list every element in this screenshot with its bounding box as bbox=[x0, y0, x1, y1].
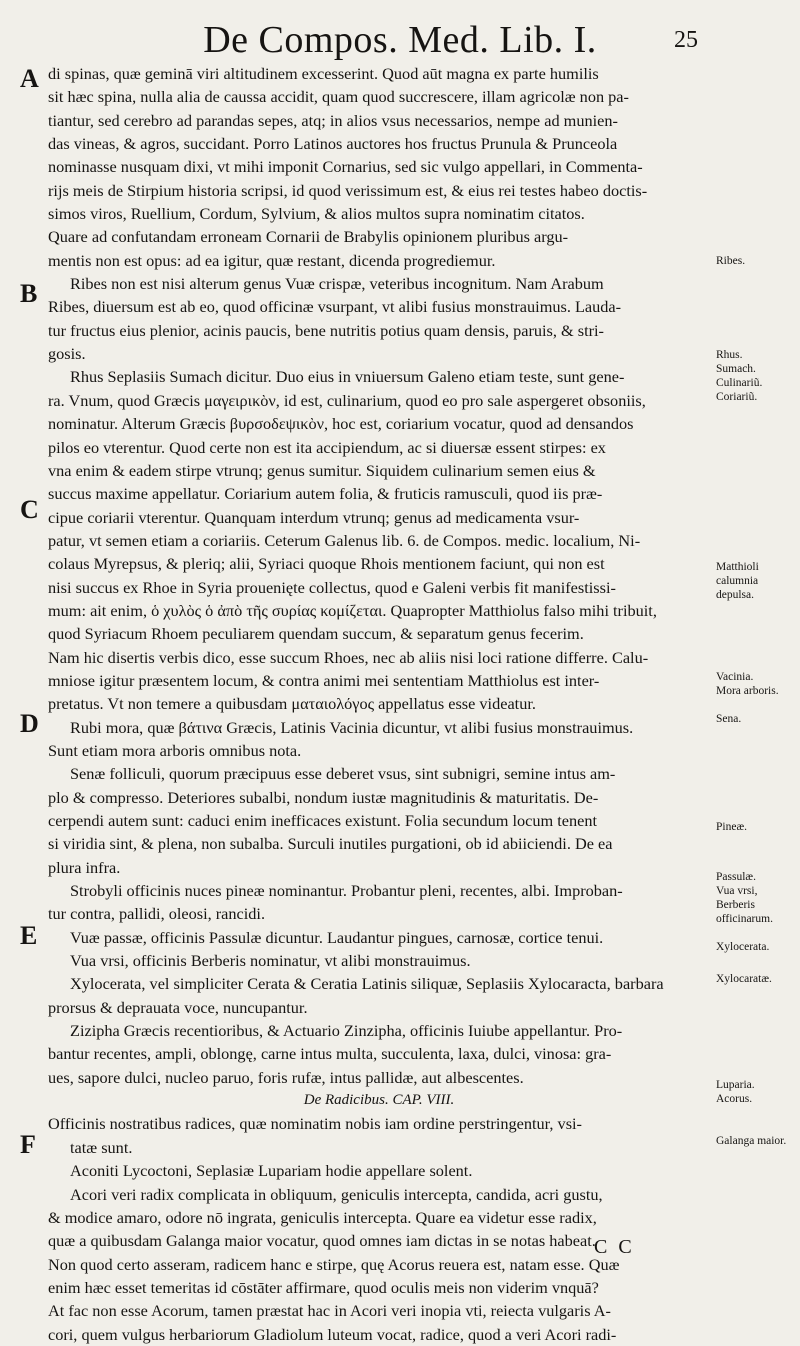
chapter-heading: De Radicibus. CAP. VIII. bbox=[303, 1092, 455, 1109]
text-line: nominasse nusquam dixi, vt mihi imponit Cornarius, sed sic vulgo appellari, in Commenta- bbox=[48, 157, 643, 177]
side-note-sumach: Sumach. bbox=[716, 363, 756, 375]
text-line: Ribes non est nisi alterum genus Vuæ crispæ, veteribus incognitum. Nam Arabum bbox=[70, 274, 604, 294]
text-line: colaus Myrepsus, & pleriq; alii, Syriaci quoque Rhois mentionem faciunt, qui non est bbox=[48, 554, 605, 574]
text-line: cipue coriarii vterentur. Quanquam interdum vtrunq; genus ad medicamenta vsur- bbox=[48, 507, 580, 527]
text-line: gosis. bbox=[48, 344, 86, 364]
text-line: tur contra, pallidi, oleosi, rancidi. bbox=[48, 904, 266, 924]
side-note-mora-arboris: Mora arboris. bbox=[716, 685, 779, 697]
text-line: vna enim & eadem stirpe vtrunq; genus sumitur. Siquidem culinarium semen eius & bbox=[48, 460, 596, 480]
text-body bbox=[48, 62, 710, 1346]
page-number: 25 bbox=[674, 27, 698, 53]
running-title: De Compos. Med. Lib. I. bbox=[203, 19, 597, 61]
text-line: tiantur, sed cerebro ad parandas sepes, atq; in alios vsus necessarios, nempe ad munien- bbox=[48, 110, 618, 130]
text-line: patur, vt semen etiam a coriariis. Ceterum Galenus lib. 6. de Compos. medic. localium, Ni- bbox=[48, 530, 641, 550]
text-line: Acori veri radix complicata in obliquum, geniculis intercepta, candida, acri gustu, bbox=[70, 1184, 603, 1204]
side-note-luparia: Luparia. bbox=[716, 1079, 755, 1091]
text-line: prorsus & deprauata voce, nuncupantur. bbox=[48, 997, 308, 1017]
side-note-rhus: Rhus. bbox=[716, 349, 743, 361]
text-line: Sunt etiam mora arboris omnibus nota. bbox=[48, 740, 302, 760]
side-note-pineae: Pineæ. bbox=[716, 821, 747, 833]
text-line: pilos eo vterentur. Quod certe non est ita accipiendum, ac si diuersæ essent stirpes: ex bbox=[48, 437, 606, 457]
text-line: mniose igitur præsentem locum, & contra animi mei sententiam Matthiolus est inter- bbox=[48, 670, 600, 690]
text-line: simos viros, Ruellium, Cordum, Sylvium, & alios multos supra nominatim citatos. bbox=[48, 204, 585, 224]
margin-letter-f: F bbox=[20, 1130, 36, 1159]
side-note-culinarium: Culinariũ. bbox=[716, 377, 763, 389]
page-header bbox=[0, 14, 800, 66]
side-note-sena: Sena. bbox=[716, 713, 742, 725]
text-line: pretatus. Vt non temere a quibusdam ματαιολόγος appellatus esse videatur. bbox=[48, 694, 536, 714]
margin-letter-c: C bbox=[20, 495, 39, 524]
side-note-berberis: Berberis officinarum. bbox=[716, 899, 773, 925]
text-line: succus maxime appellatur. Coriarium autem folia, & fruticis ramusculi, quod iis præ- bbox=[48, 484, 603, 504]
side-note-passulae: Passulæ. bbox=[716, 871, 756, 883]
text-line: Quare ad confutandam erroneam Cornarii de Brabylis opinionem pluribus argu- bbox=[48, 227, 569, 247]
side-note-ribes: Ribes. bbox=[716, 255, 746, 267]
text-line: Vuæ passæ, officinis Passulæ dicuntur. Laudantur pingues, carnosæ, cortice tenui. bbox=[70, 927, 604, 947]
text-line: quæ a quibusdam Galanga maior vocatur, quod omnes iam dictas in se notas habeat. bbox=[48, 1231, 596, 1251]
text-line: di spinas, quæ geminā viri altitudinem excesserint. Quod aūt magna ex parte humilis bbox=[48, 64, 599, 83]
text-line: rijs meis de Stirpium historia scripsi, id quod verissimum est, & eius rei testes habeo doctis- bbox=[48, 180, 648, 200]
margin-letter-d: D bbox=[20, 709, 39, 738]
text-line: nisi succus ex Rhoe in Syria prouenięte collectus, quod e Galeni verbis fit manifestissi- bbox=[48, 577, 616, 597]
text-line: tur fructus eius plenior, acinis paucis, bene nutritis potius quam densis, paruis, & stri- bbox=[48, 320, 604, 340]
signature-mark: C C bbox=[594, 1236, 635, 1258]
text-line: si viridia sint, & plena, non subalba. Surculi inutiles purgationi, ob id abiiciendi. De ea bbox=[48, 834, 613, 854]
text-line: Senæ folliculi, quorum præcipuus esse deberet vsus, sint subnigri, semine intus am- bbox=[70, 764, 616, 784]
text-line: Vua vrsi, officinis Berberis nominatur, vt alibi monstrauimus. bbox=[70, 951, 471, 971]
text-line: Ribes, diuersum est ab eo, quod officinæ vsurpant, vt alibi fusius monstrauimus. Lauda- bbox=[48, 297, 622, 317]
side-note-coriarium: Coriariũ. bbox=[716, 391, 758, 403]
text-line: Officinis nostratibus radices, quæ nominatim nobis iam ordine perstringentur, vsi- bbox=[48, 1114, 582, 1134]
text-line: bantur recentes, ampli, oblongę, carne intus multa, succulenta, laxa, dulci, vinosa: gra- bbox=[48, 1044, 612, 1064]
text-line: sit hæc spina, nulla alia de caussa accidit, quam quod succrescere, illam agricolæ non pa- bbox=[48, 87, 629, 107]
text-line: tatæ sunt. bbox=[70, 1137, 133, 1157]
text-line: cori, quem vulgus herbariorum Gladiolum luteum vocat, radice, quod a veri Acori radi- bbox=[48, 1324, 617, 1344]
side-note-xylocerata: Xylocerata. bbox=[716, 941, 770, 953]
text-line: Aconiti Lycoctoni, Seplasiæ Lupariam hodie appellare solent. bbox=[70, 1161, 473, 1181]
text-line: & modice amaro, odore nō ingrata, geniculis intercepta. Quare ea videtur esse radix, bbox=[48, 1207, 597, 1227]
side-note-xylocaratae: Xylocaratæ. bbox=[716, 973, 772, 985]
text-line: Strobyli officinis nuces pineæ nominantur. Probantur pleni, recentes, albi. Improban- bbox=[70, 881, 623, 901]
side-note-vacinia: Vacinia. bbox=[716, 671, 754, 683]
text-line: nominatur. Alterum Græcis βυρσοδεψικὸν, hoc est, coriarium vocatur, quod ad densandos bbox=[48, 414, 634, 434]
text-line: At fac non esse Acorum, tamen præstat hac in Acori veri inopia vti, reiecta vulgaris A- bbox=[48, 1301, 611, 1321]
text-line: das vineas, & agros, succidant. Porro Latinos auctores hos fructus Prunula & Prunceola bbox=[48, 134, 618, 154]
text-line: Xylocerata, vel simpliciter Cerata & Ceratia Latinis siliquæ, Seplasiis Xylocaracta, barbara bbox=[70, 974, 664, 994]
margin-letter-e: E bbox=[20, 921, 38, 950]
side-note-matthioli: Matthioli calumnia depulsa. bbox=[716, 561, 759, 601]
side-note-galanga: Galanga maior. bbox=[716, 1135, 787, 1147]
text-line: Rhus Seplasiis Sumach dicitur. Duo eius in vniuersum Galeno etiam teste, sunt gene- bbox=[70, 367, 625, 387]
text-line: Zizipha Græcis recentioribus, & Actuario Zinzipha, officinis Iuiube appellantur. Pro- bbox=[70, 1021, 623, 1041]
margin-letter-b: B bbox=[20, 279, 38, 308]
text-line: plura infra. bbox=[48, 857, 121, 877]
text-line: ues, sapore dulci, nucleo paruo, foris rufæ, intus pallidæ, aut albescentes. bbox=[48, 1067, 524, 1087]
side-note-acorus: Acorus. bbox=[716, 1093, 753, 1105]
text-line: mum: ait enim, ὁ χυλὸς ὁ ἀπὸ τῆς συρίας κομίζεται. Quapropter Matthiolus falso mihi tribuit, bbox=[48, 600, 657, 620]
text-line: enim hæc esset temeritas id cōstāter affirmare, quod oculis meis non viderim vnquā? bbox=[48, 1277, 599, 1297]
text-line: ra. Vnum, quod Græcis μαγειρικὸν, id est, culinarium, quod eo pro sale aspergeret obsoniis, bbox=[48, 390, 646, 410]
text-line: mentis non est opus: ad ea igitur, quæ restant, dicenda progrediemur. bbox=[48, 250, 496, 270]
side-note-vua-vrsi: Vua vrsi, bbox=[716, 885, 758, 897]
margin-letter-a: A bbox=[20, 64, 39, 93]
text-line: Nam hic disertis verbis dico, esse succum Rhoes, nec ab aliis nisi loci ratione differre. Calu- bbox=[48, 647, 649, 667]
text-line: Non quod certo asseram, radicem hanc e stirpe, quę Acorus reuera est, natam esse. Quæ bbox=[48, 1254, 620, 1274]
text-line: Rubi mora, quæ βάτινα Græcis, Latinis Vacinia dicuntur, vt alibi fusius monstrauimus. bbox=[70, 717, 634, 737]
text-line: quod Syriacum Rhoem peculiarem quendam succum, & separatum genus fecerim. bbox=[48, 624, 584, 644]
text-line: cerpendi autem sunt: caduci enim inefficaces existunt. Folia secundum locum tenent bbox=[48, 811, 598, 830]
text-line: plo & compresso. Deteriores subalbi, nondum iustæ magnitudinis & maturitatis. De- bbox=[48, 787, 599, 807]
